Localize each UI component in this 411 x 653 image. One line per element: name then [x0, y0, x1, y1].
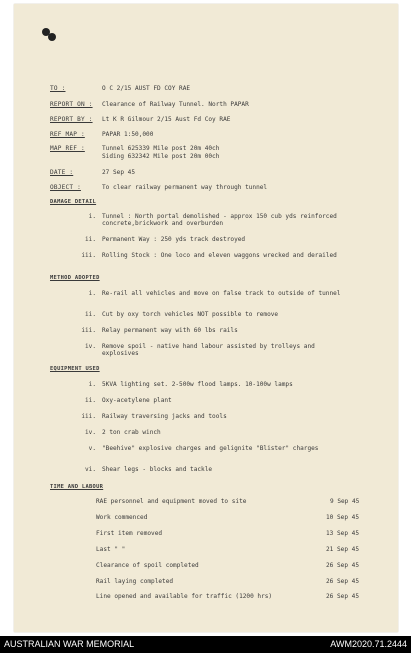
footer-source: AUSTRALIAN WAR MEMORIAL — [4, 639, 135, 649]
footer-bar — [0, 636, 411, 653]
time-and-labour-heading: TIME AND LABOUR — [50, 484, 104, 490]
equipment-item-number: ii. — [84, 397, 96, 404]
time-labour-item-date: 26 Sep 45 — [326, 562, 360, 569]
equipment-item-number: iv. — [84, 429, 96, 436]
time-labour-item-date: 13 Sep 45 — [326, 530, 360, 537]
to-label: TO : — [50, 85, 66, 92]
time-labour-item-label: Work commenced — [96, 514, 148, 521]
time-labour-item-label: First item removed — [96, 530, 163, 537]
to-value: O C 2/15 AUST FD COY RAE — [102, 85, 191, 92]
time-labour-item-date: 26 Sep 45 — [326, 578, 360, 585]
object-value: To clear railway permanent way through tunnel — [102, 184, 268, 191]
method-item-number: iv. — [84, 343, 96, 350]
footer-accession-number: AWM2020.71.2444 — [330, 639, 407, 649]
map-ref-line-2: Siding 632342 Mile post 20m 00ch — [102, 153, 220, 160]
equipment-item: 2 ton crab winch — [102, 429, 161, 436]
equipment-item-number: vi. — [84, 466, 96, 473]
method-item-number: i. — [88, 290, 96, 297]
equipment-item: "Beehive" explosive charges and gelignite "Blister" charges — [102, 445, 319, 452]
time-labour-item-label: Last " " — [96, 546, 126, 553]
equipment-item-number: i. — [88, 381, 96, 388]
equipment-item-number: v. — [88, 445, 96, 452]
date-label: DATE : — [50, 169, 74, 176]
time-labour-item-label: Line opened and available for traffic (1200 hrs) — [96, 593, 273, 600]
method-item: Relay permanent way with 60 lbs rails — [102, 327, 238, 334]
equipment-item: Railway traversing jacks and tools — [102, 413, 227, 420]
ref-map-value: PAPAR 1:50,000 — [102, 131, 154, 138]
method-item: Re-rail all vehicles and move on false track to outside of tunnel — [102, 290, 341, 297]
time-labour-item-label: RAE personnel and equipment moved to site — [96, 498, 247, 505]
time-labour-item-date: 21 Sep 45 — [326, 546, 360, 553]
time-labour-item-date: 9 Sep 45 — [330, 498, 360, 505]
date-value: 27 Sep 45 — [102, 169, 136, 176]
document-page — [14, 4, 398, 632]
map-ref-line-1: Tunnel 625339 Mile post 20m 40ch — [102, 145, 220, 152]
equipment-item: Shear legs - blocks and tackle — [102, 466, 213, 473]
damage-item-number: ii. — [84, 236, 96, 243]
damage-item: Tunnel : North portal demolished - approx 150 cub yds reinforced concrete,brickwork and overburden — [102, 213, 337, 227]
time-labour-item-date: 26 Sep 45 — [326, 593, 360, 600]
method-adopted-heading: METHOD ADOPTED — [50, 275, 100, 281]
equipment-item: 5KVA lighting set. 2-500w flood lamps. 10-100w lamps — [102, 381, 293, 388]
damage-item: Permanent Way : 250 yds track destroyed — [102, 236, 246, 243]
time-labour-item-label: Clearance of spoil completed — [96, 562, 199, 569]
map-ref-label: MAP REF : — [50, 145, 85, 152]
report-on-value: Clearance of Railway Tunnel. North PAPAR — [102, 101, 249, 108]
ref-map-label: REF MAP : — [50, 131, 85, 138]
time-labour-item-date: 10 Sep 45 — [326, 514, 360, 521]
time-labour-item-label: Rail laying completed — [96, 578, 174, 585]
report-on-label: REPORT ON : — [50, 101, 93, 108]
damage-item-number: i. — [88, 213, 96, 220]
method-item: Remove spoil - native hand labour assisted by trolleys and explosives — [102, 343, 315, 357]
report-by-value: Lt K R Gilmour 2/15 Aust Fd Coy RAE — [102, 116, 231, 123]
equipment-item-number: iii. — [81, 413, 96, 420]
damage-item-number: iii. — [81, 252, 96, 259]
damage-detail-heading: DAMAGE DETAIL — [50, 199, 97, 205]
object-label: OBJECT : — [50, 184, 81, 191]
report-body — [14, 4, 398, 632]
method-item-number: ii. — [84, 311, 96, 318]
method-item: Cut by oxy torch vehicles NOT possible to remove — [102, 311, 279, 318]
damage-item: Rolling Stock : One loco and eleven waggons wrecked and derailed — [102, 252, 337, 259]
report-by-label: REPORT BY : — [50, 116, 93, 123]
equipment-item: Oxy-acetylene plant — [102, 397, 172, 404]
equipment-used-heading: EQUIPMENT USED — [50, 366, 100, 372]
method-item-number: iii. — [81, 327, 96, 334]
